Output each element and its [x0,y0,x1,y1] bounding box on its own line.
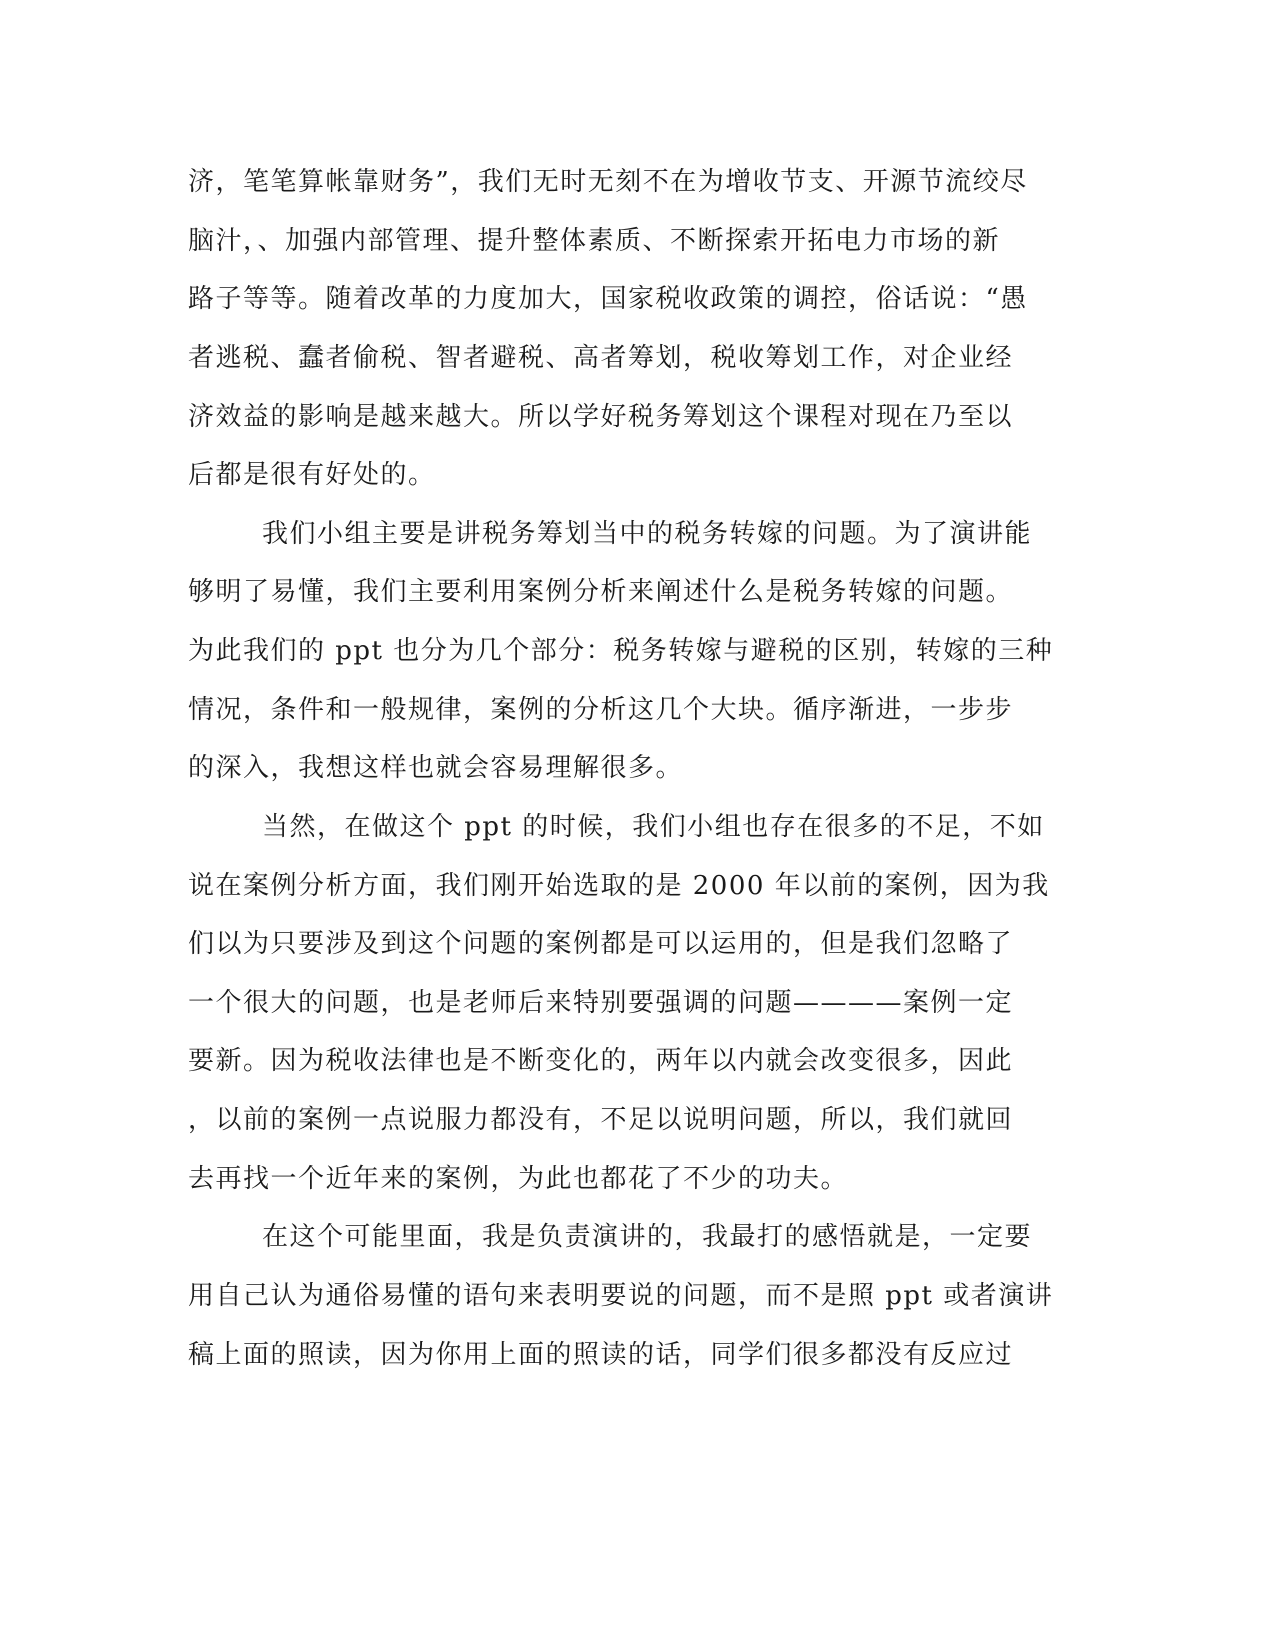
text-line: 后都是很有好处的。 [188,460,436,490]
text-line: 要新。因为税收法律也是不断变化的，两年以内就会改变很多，因此 [188,1046,1014,1076]
text-line: 们以为只要涉及到这个问题的案例都是可以运用的，但是我们忽略了 [188,929,1014,959]
text-line: 去再找一个近年来的案例，为此也都花了不少的功夫。 [188,1164,849,1194]
text-line: ，以前的案例一点说服力都没有，不足以说明问题，所以，我们就回 [188,1105,1014,1135]
text-line: 说在案例分析方面，我们刚开始选取的是 2000 年以前的案例，因为我 [188,871,1050,901]
paragraph-first-line: 我们小组主要是讲税务筹划当中的税务转嫁的问题。为了演讲能 [262,519,1033,549]
text-line: 者逃税、蠢者偷税、智者避税、高者筹划，税收筹划工作，对企业经 [188,343,1014,373]
text-line: 的深入，我想这样也就会容易理解很多。 [188,753,684,783]
text-line: 够明了易懂，我们主要利用案例分析来阐述什么是税务转嫁的问题。 [188,577,1014,607]
text-line: 脑汁，、加强内部管理、提升整体素质、不断探索开拓电力市场的新 [188,226,1001,256]
text-line: 为此我们的 ppt 也分为几个部分：税务转嫁与避税的区别，转嫁的三种 [188,636,1054,666]
paragraph-first-line: 在这个可能里面，我是负责演讲的，我最打的感悟就是，一定要 [262,1222,1033,1252]
paragraph-first-line: 当然，在做这个 ppt 的时候，我们小组也存在很多的不足，不如 [262,812,1045,842]
text-line: 济，笔笔算帐靠财务”，我们无时无刻不在为增收节支、开源节流绞尽 [188,167,1028,197]
text-line: 一个很大的问题，也是老师后来特别要强调的问题————案例一定 [188,988,1014,1018]
text-line: 用自己认为通俗易懂的语句来表明要说的问题，而不是照 ppt 或者演讲 [188,1281,1054,1311]
text-line: 路子等等。随着改革的力度加大，国家税收政策的调控，俗话说：“愚 [188,284,1028,314]
text-line: 情况，条件和一般规律，案例的分析这几个大块。循序渐进，一步步 [188,695,1014,725]
text-line: 稿上面的照读，因为你用上面的照读的话，同学们很多都没有反应过 [188,1340,1014,1370]
text-line: 济效益的影响是越来越大。所以学好税务筹划这个课程对现在乃至以 [188,402,1014,432]
